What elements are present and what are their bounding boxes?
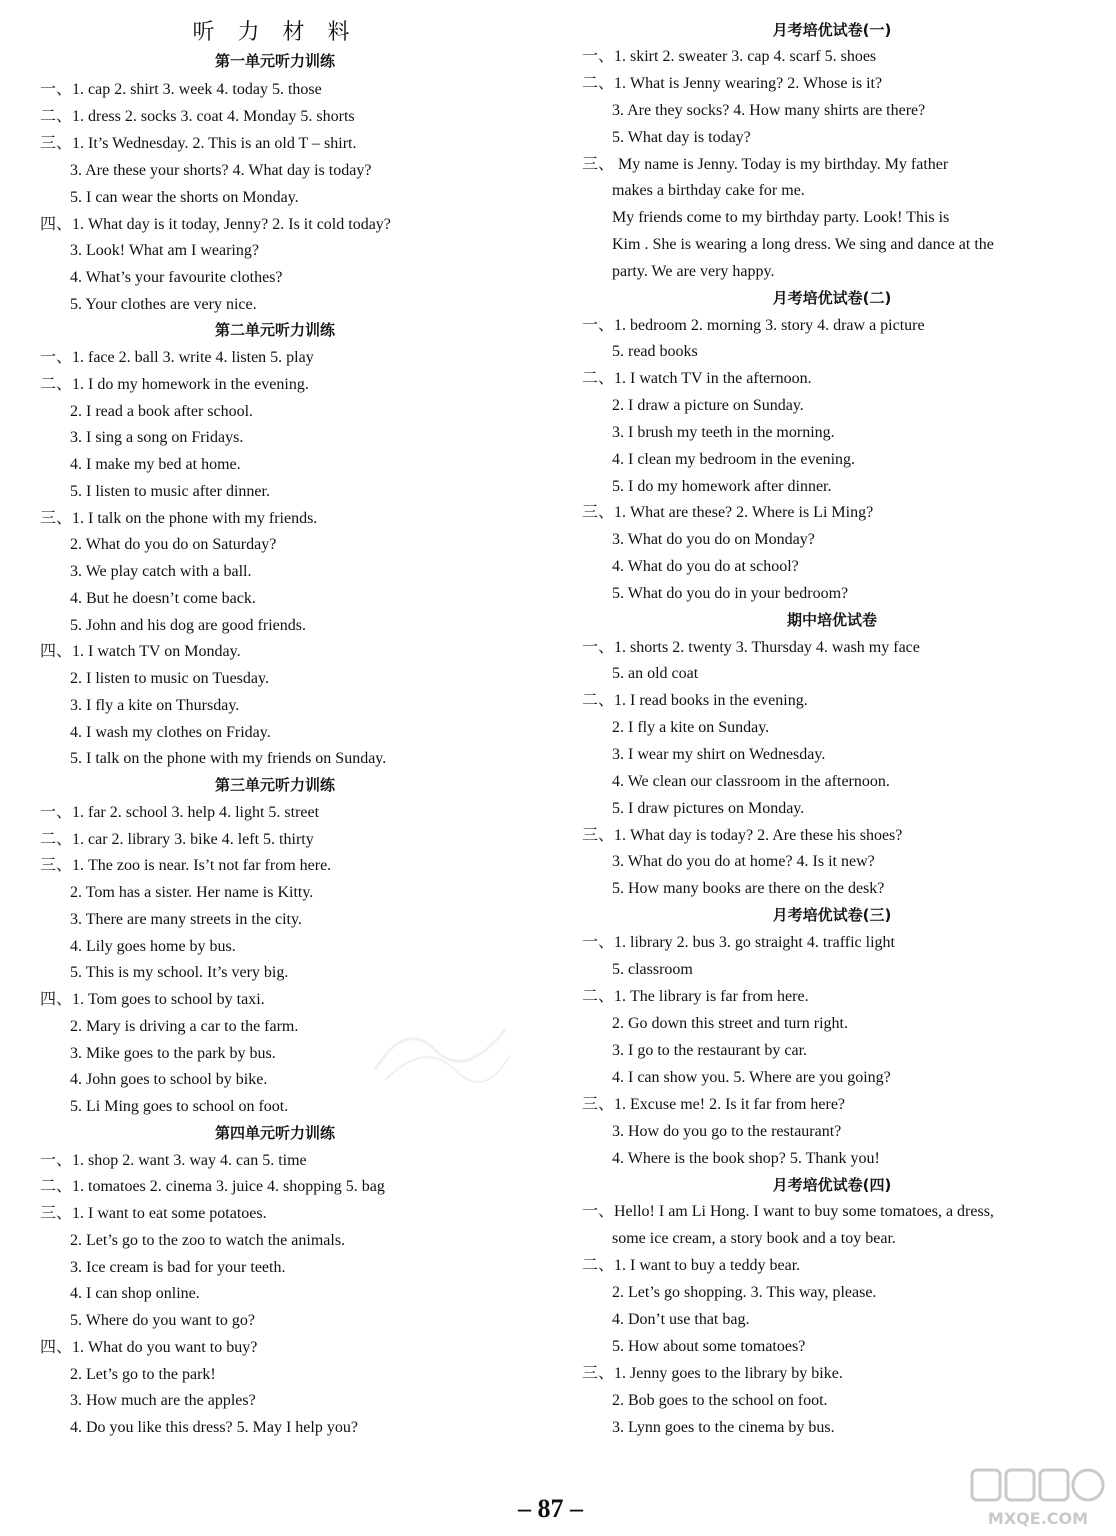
unit1-line: 5. I can wear the shorts on Monday. bbox=[70, 189, 299, 206]
unit2-line: 二、1. I do my homework in the evening. bbox=[40, 376, 309, 393]
monthly4-line: 二、1. I want to buy a teddy bear. bbox=[582, 1257, 801, 1274]
monthly3-heading: 月考培优试卷(三) bbox=[772, 906, 892, 924]
unit4-line: 4. I can shop online. bbox=[70, 1285, 200, 1302]
page-title: 听 力 材 料 bbox=[192, 20, 358, 45]
monthly3-line: 三、1. Excuse me! 2. Is it far from here? bbox=[582, 1096, 846, 1113]
unit3-line: 5. Li Ming goes to school on foot. bbox=[70, 1098, 289, 1115]
monthly2-line: 5. read books bbox=[612, 343, 698, 360]
monthly2-line: 5. I do my homework after dinner. bbox=[612, 478, 832, 495]
unit3-heading: 第三单元听力训练 bbox=[214, 776, 335, 794]
unit4-line: 5. Where do you want to go? bbox=[70, 1312, 255, 1329]
midterm-line: 3. What do you do at home? 4. Is it new? bbox=[612, 853, 875, 870]
unit2-line: 2. I listen to music on Tuesday. bbox=[70, 670, 269, 687]
unit3-line: 3. There are many streets in the city. bbox=[70, 911, 302, 928]
unit2-line: 5. John and his dog are good friends. bbox=[70, 617, 306, 634]
monthly1-line: 3. Are they socks? 4. How many shirts are there? bbox=[612, 102, 926, 119]
monthly4-line: 2. Let’s go shopping. 3. This way, please. bbox=[612, 1284, 877, 1301]
unit4-line: 2. Let’s go to the park! bbox=[70, 1366, 216, 1383]
monthly2-line: 2. I draw a picture on Sunday. bbox=[612, 397, 804, 414]
monthly1-line: Kim . She is wearing a long dress. We sing and dance at the bbox=[612, 236, 994, 253]
unit2-line: 5. I talk on the phone with my friends on Sunday. bbox=[70, 750, 387, 767]
midterm-line: 3. I wear my shirt on Wednesday. bbox=[612, 746, 826, 763]
midterm-heading: 期中培优试卷 bbox=[786, 611, 877, 629]
monthly2-line: 4. What do you do at school? bbox=[612, 558, 799, 575]
unit3-line: 2. Tom has a sister. Her name is Kitty. bbox=[70, 884, 314, 901]
midterm-line: 三、1. What day is today? 2. Are these his shoes? bbox=[582, 827, 903, 844]
monthly3-line: 二、1. The library is far from here. bbox=[582, 988, 809, 1005]
monthly1-line: My friends come to my birthday party. Look! This is bbox=[612, 209, 950, 226]
unit1-line: 3. Are these your shorts? 4. What day is today? bbox=[70, 162, 372, 179]
unit1-line: 4. What’s your favourite clothes? bbox=[70, 269, 283, 286]
unit1-line: 5. Your clothes are very nice. bbox=[70, 296, 257, 313]
faint-stamp-mark bbox=[365, 1010, 515, 1090]
monthly4-line: some ice cream, a story book and a toy bear. bbox=[612, 1230, 896, 1247]
monthly2-line: 4. I clean my bedroom in the evening. bbox=[612, 451, 856, 468]
monthly4-line: 2. Bob goes to the school on foot. bbox=[612, 1392, 828, 1409]
monthly4-line: 4. Don’t use that bag. bbox=[612, 1311, 750, 1328]
unit3-line: 三、1. The zoo is near. Is’t not far from here. bbox=[40, 857, 332, 874]
monthly1-heading: 月考培优试卷(一) bbox=[772, 21, 892, 39]
monthly1-line: party. We are very happy. bbox=[612, 263, 775, 280]
watermark-text: MXQE.COM bbox=[987, 1509, 1089, 1528]
unit1-line: 3. Look! What am I wearing? bbox=[70, 242, 259, 259]
unit2-line: 2. I read a book after school. bbox=[70, 403, 254, 420]
monthly4-line: 5. How about some tomatoes? bbox=[612, 1338, 806, 1355]
monthly2-line: 3. I brush my teeth in the morning. bbox=[612, 424, 835, 441]
monthly1-line: 三、 My name is Jenny. Today is my birthday. My father bbox=[582, 156, 949, 173]
midterm-line: 5. an old coat bbox=[612, 665, 699, 682]
unit2-line: 三、1. I talk on the phone with my friends. bbox=[40, 510, 318, 527]
monthly3-line: 4. I can show you. 5. Where are you going? bbox=[612, 1069, 891, 1086]
unit3-line: 2. Mary is driving a car to the farm. bbox=[70, 1018, 299, 1035]
unit4-heading: 第四单元听力训练 bbox=[214, 1124, 335, 1142]
unit4-line: 4. Do you like this dress? 5. May I help you? bbox=[70, 1419, 358, 1436]
unit3-line: 二、1. car 2. library 3. bike 4. left 5. thirty bbox=[40, 831, 314, 848]
unit4-line: 四、1. What do you want to buy? bbox=[40, 1339, 258, 1356]
unit4-line: 三、1. I want to eat some potatoes. bbox=[40, 1205, 267, 1222]
monthly4-heading: 月考培优试卷(四) bbox=[772, 1176, 892, 1194]
monthly3-line: 4. Where is the book shop? 5. Thank you! bbox=[612, 1150, 880, 1167]
midterm-line: 二、1. I read books in the evening. bbox=[582, 692, 808, 709]
monthly2-line: 5. What do you do in your bedroom? bbox=[612, 585, 849, 602]
monthly2-line: 三、1. What are these? 2. Where is Li Ming? bbox=[582, 504, 874, 521]
monthly3-line: 2. Go down this street and turn right. bbox=[612, 1015, 848, 1032]
unit3-line: 4. Lily goes home by bus. bbox=[70, 938, 236, 955]
midterm-line: 4. We clean our classroom in the afternoon. bbox=[612, 773, 890, 790]
unit1-line: 二、1. dress 2. socks 3. coat 4. Monday 5. shorts bbox=[40, 108, 355, 125]
midterm-line: 5. How many books are there on the desk? bbox=[612, 880, 885, 897]
midterm-line: 一、1. shorts 2. twenty 3. Thursday 4. wash my face bbox=[582, 639, 920, 656]
unit1-line: 三、1. It’s Wednesday. 2. This is an old T – shirt. bbox=[40, 135, 357, 152]
monthly4-line: 一、Hello! I am Li Hong. I want to buy some tomatoes, a dress, bbox=[582, 1203, 994, 1220]
unit2-line: 5. I listen to music after dinner. bbox=[70, 483, 270, 500]
unit4-line: 3. Ice cream is bad for your teeth. bbox=[70, 1259, 286, 1276]
unit1-heading: 第一单元听力训练 bbox=[214, 52, 335, 70]
monthly2-line: 一、1. bedroom 2. morning 3. story 4. draw a picture bbox=[582, 317, 925, 334]
site-watermark-logo bbox=[968, 1468, 1108, 1530]
monthly4-line: 三、1. Jenny goes to the library by bike. bbox=[582, 1365, 843, 1382]
monthly3-line: 一、1. library 2. bus 3. go straight 4. traffic light bbox=[582, 934, 895, 951]
unit3-line: 3. Mike goes to the park by bus. bbox=[70, 1045, 276, 1062]
monthly1-line: 5. What day is today? bbox=[612, 129, 751, 146]
monthly3-line: 3. I go to the restaurant by car. bbox=[612, 1042, 808, 1059]
monthly1-line: 二、1. What is Jenny wearing? 2. Whose is it? bbox=[582, 75, 883, 92]
midterm-line: 5. I draw pictures on Monday. bbox=[612, 800, 805, 817]
monthly3-line: 3. How do you go to the restaurant? bbox=[612, 1123, 842, 1140]
unit4-line: 一、1. shop 2. want 3. way 4. can 5. time bbox=[40, 1152, 307, 1169]
monthly1-line: 一、1. skirt 2. sweater 3. cap 4. scarf 5. shoes bbox=[582, 48, 877, 65]
unit3-line: 一、1. far 2. school 3. help 4. light 5. street bbox=[40, 804, 320, 821]
unit2-line: 四、1. I watch TV on Monday. bbox=[40, 643, 241, 660]
unit2-line: 4. I make my bed at home. bbox=[70, 456, 241, 473]
unit3-line: 4. John goes to school by bike. bbox=[70, 1071, 268, 1088]
monthly2-line: 3. What do you do on Monday? bbox=[612, 531, 815, 548]
unit2-line: 2. What do you do on Saturday? bbox=[70, 536, 277, 553]
unit2-line: 3. We play catch with a ball. bbox=[70, 563, 252, 580]
unit2-line: 3. I fly a kite on Thursday. bbox=[70, 697, 240, 714]
unit2-line: 4. But he doesn’t come back. bbox=[70, 590, 256, 607]
unit3-line: 5. This is my school. It’s very big. bbox=[70, 964, 289, 981]
unit4-line: 3. How much are the apples? bbox=[70, 1392, 256, 1409]
monthly2-heading: 月考培优试卷(二) bbox=[772, 289, 892, 307]
unit2-line: 一、1. face 2. ball 3. write 4. listen 5. play bbox=[40, 349, 314, 366]
monthly4-line: 3. Lynn goes to the cinema by bus. bbox=[612, 1419, 835, 1436]
unit2-line: 4. I wash my clothes on Friday. bbox=[70, 724, 271, 741]
midterm-line: 2. I fly a kite on Sunday. bbox=[612, 719, 770, 736]
unit1-line: 一、1. cap 2. shirt 3. week 4. today 5. those bbox=[40, 81, 322, 98]
unit2-line: 3. I sing a song on Fridays. bbox=[70, 429, 244, 446]
unit4-line: 二、1. tomatoes 2. cinema 3. juice 4. shopping 5. bag bbox=[40, 1178, 385, 1195]
unit4-line: 2. Let’s go to the zoo to watch the animals. bbox=[70, 1232, 346, 1249]
monthly2-line: 二、1. I watch TV in the afternoon. bbox=[582, 370, 812, 387]
unit3-line: 四、1. Tom goes to school by taxi. bbox=[40, 991, 265, 1008]
monthly3-line: 5. classroom bbox=[612, 961, 693, 978]
page-number: – 87 – bbox=[518, 1494, 583, 1523]
unit1-line: 四、1. What day is it today, Jenny? 2. Is it cold today? bbox=[40, 216, 391, 233]
unit2-heading: 第二单元听力训练 bbox=[214, 321, 335, 339]
monthly1-line: makes a birthday cake for me. bbox=[612, 182, 805, 199]
